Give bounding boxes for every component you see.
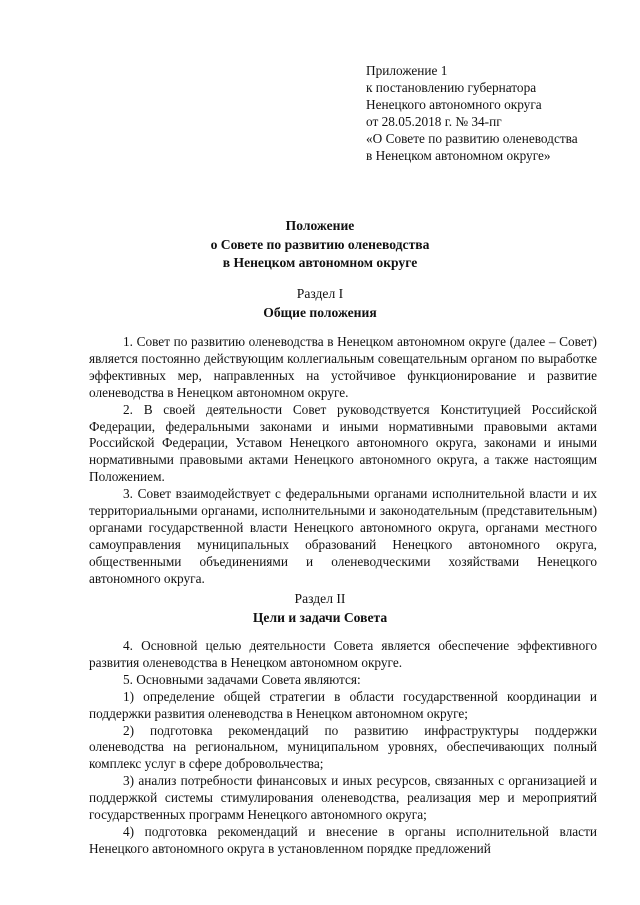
paragraph: 1. Совет по развитию оленеводства в Ненецком автономном округе (далее – Совет) является постоянно действующим коллегиальным совещательным органом по выработке эффективных мер, направленных на устойчивое функционирование и развитие оленеводства в Ненецком автономном округе.	[89, 334, 597, 400]
appendix-line: Приложение 1	[366, 63, 448, 78]
paragraph: 4. Основной целью деятельности Совета является обеспечение эффективного развития оленеводства в Ненецком автономном округе.	[89, 638, 597, 670]
paragraph: 3. Совет взаимодействует с федеральными органами исполнительной власти и их территориальными органами, исполнительными и законодательным (представительным) органами государственной власти Ненецкого автономного округа, органами местного самоуправления муниципальных образований Ненецкого автономного округа, общественными объединениями и оленеводческими хозяйствами Ненецкого автономного округа.	[89, 486, 597, 586]
paragraph: 5. Основными задачами Совета являются:	[123, 671, 361, 687]
appendix-line: в Ненецком автономном округе»	[366, 148, 551, 163]
section-2-label: Раздел II	[294, 591, 346, 606]
section-2-body	[89, 638, 597, 858]
section-1-body	[89, 334, 597, 588]
section-1-heading: Общие положения	[263, 304, 377, 320]
paragraph: 2) подготовка рекомендаций по развитию инфраструктуры поддержки оленеводства на региональном, муниципальном уровнях, обеспечивающих полный комплекс услуг в сфере добровольчества;	[89, 722, 597, 772]
document-title	[0, 217, 640, 273]
section-1-header	[0, 285, 640, 322]
appendix-line: «О Совете по развитию оленеводства	[366, 131, 578, 146]
title-line: в Ненецком автономном округе	[222, 255, 418, 270]
paragraph: 3) анализ потребности финансовых и иных ресурсов, связанных с организацией и поддержкой системы стимулирования оленеводства, реализация мер и мероприятий государственных программ Ненецкого автономного округа;	[89, 773, 597, 823]
section-1-label: Раздел I	[296, 286, 344, 301]
section-2-heading: Цели и задачи Совета	[252, 609, 388, 625]
title-line: о Совете по развитию оленеводства	[210, 236, 430, 252]
appendix-line: от 28.05.2018 г. № 34-пг	[366, 114, 502, 129]
paragraph: 1) определение общей стратегии в области государственной координации и поддержки развития оленеводства в Ненецком автономном округе;	[89, 688, 597, 721]
paragraph: 2. В своей деятельности Совет руководствуется Конституцией Российской Федерации, федеральными законами и иными нормативными правовыми актами Российской Федерации, Уставом Ненецкого автономного округа, законами и иными нормативными правовыми актами Ненецкого автономного округа, а также настоящим Положением.	[89, 401, 597, 485]
appendix-line: к постановлению губернатора	[366, 80, 537, 95]
section-2-header	[0, 590, 640, 627]
paragraph: 4) подготовка рекомендаций и внесение в органы исполнительной власти Ненецкого автономного округа в установленном порядке предложений	[89, 823, 597, 856]
appendix-line: Ненецкого автономного округа	[366, 97, 542, 112]
title-line: Положение	[285, 218, 355, 233]
appendix-block	[366, 62, 578, 164]
